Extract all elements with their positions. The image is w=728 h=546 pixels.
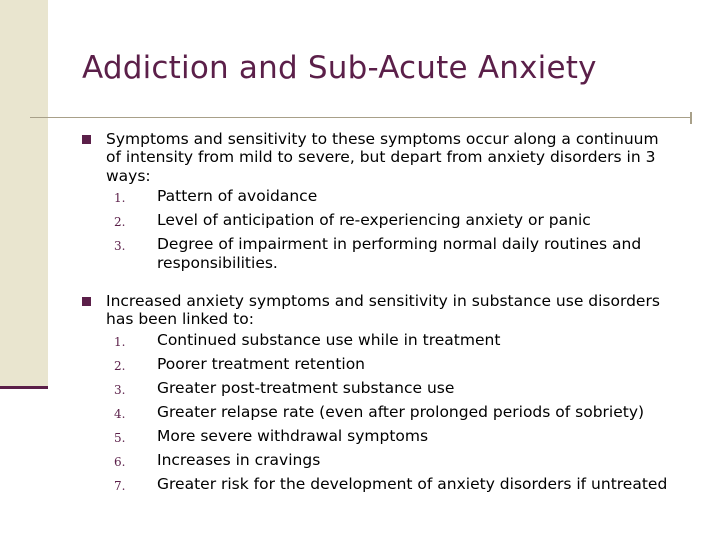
title-divider-end-tick	[690, 112, 692, 124]
list-item	[106, 451, 690, 469]
item-text: Increases in cravings	[157, 450, 321, 469]
list-item	[106, 235, 690, 272]
list-item	[106, 211, 690, 229]
list-item	[106, 403, 690, 421]
item-text: Greater relapse rate (even after prolonged periods of sobriety)	[157, 402, 645, 421]
bullet-line: Increased anxiety symptoms and sensitivity in substance use disorders	[106, 292, 660, 311]
item-number: 2.	[114, 358, 126, 373]
item-text: Degree of impairment in performing normal daily routines and	[157, 235, 642, 254]
bullet-increased-anxiety	[80, 292, 690, 493]
item-number: 7.	[114, 478, 126, 493]
list-item	[106, 187, 690, 205]
item-text: responsibilities.	[157, 253, 278, 272]
square-bullet-icon	[82, 135, 91, 144]
numbered-list-linked-outcomes	[106, 331, 690, 493]
item-text: Level of anticipation of re-experiencing anxiety or panic	[157, 211, 591, 230]
item-number: 3.	[114, 239, 126, 254]
list-item	[106, 475, 690, 493]
list-item	[106, 379, 690, 397]
item-number: 6.	[114, 454, 126, 469]
bullet-symptoms	[80, 130, 690, 272]
item-number: 1.	[114, 334, 126, 349]
list-item	[106, 331, 690, 349]
numbered-list-depart-ways	[106, 187, 690, 272]
item-number: 1.	[114, 191, 126, 206]
item-text: Poorer treatment retention	[157, 354, 366, 373]
item-number: 5.	[114, 430, 126, 445]
slide-title: Addiction and Sub-Acute Anxiety	[82, 50, 597, 86]
item-text: More severe withdrawal symptoms	[157, 426, 429, 445]
left-bar-accent-line	[0, 386, 48, 389]
slide-body	[80, 130, 690, 499]
bullet-text	[106, 292, 690, 329]
item-text: Greater post-treatment substance use	[157, 378, 455, 397]
title-divider	[30, 117, 692, 118]
left-decorative-bar	[0, 0, 48, 388]
square-bullet-icon	[82, 297, 91, 306]
bullet-line: Symptoms and sensitivity to these symptoms occur along a continuum	[106, 130, 659, 148]
item-text: Greater risk for the development of anxiety disorders if untreated	[157, 474, 668, 493]
bullet-line: has been linked to:	[106, 310, 254, 329]
bullet-line: of intensity from mild to severe, but depart from anxiety disorders in 3	[106, 148, 656, 167]
item-number: 4.	[114, 406, 126, 421]
bullet-text	[106, 130, 690, 185]
list-item	[106, 427, 690, 445]
item-text: Continued substance use while in treatment	[157, 330, 501, 349]
item-text: Pattern of avoidance	[157, 187, 318, 206]
item-number: 3.	[114, 382, 126, 397]
item-number: 2.	[114, 215, 126, 230]
list-item	[106, 355, 690, 373]
bullet-line: ways:	[106, 166, 151, 185]
